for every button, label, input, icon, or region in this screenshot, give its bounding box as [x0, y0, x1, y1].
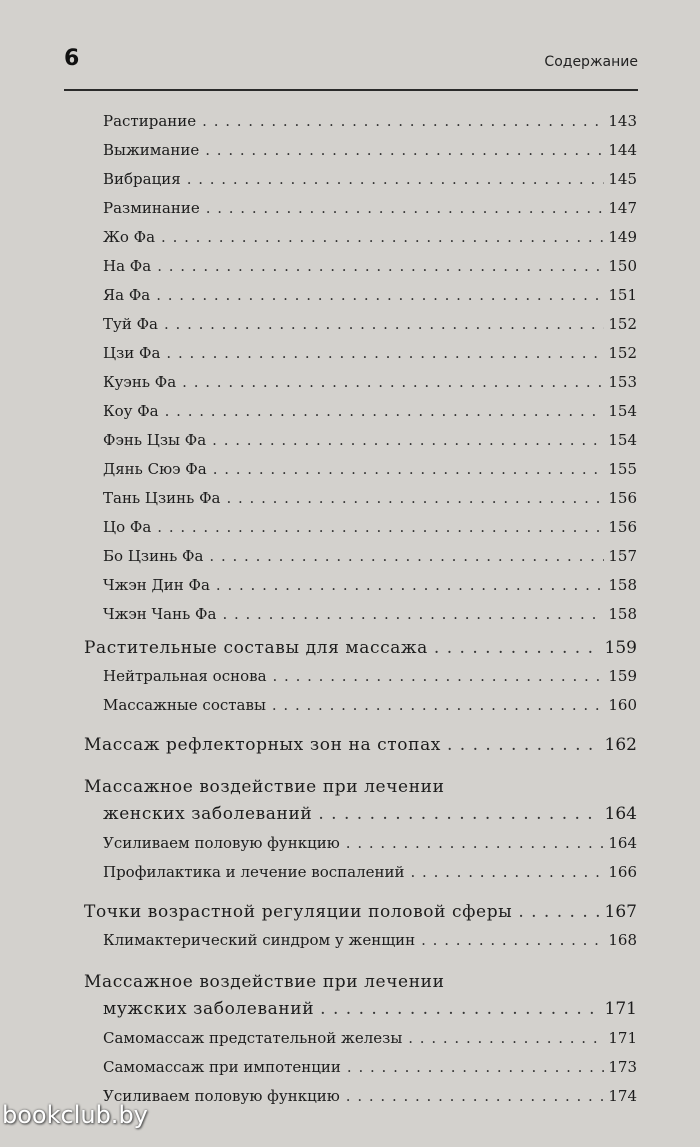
toc-entry-title: Дянь Сюэ Фа: [103, 460, 207, 478]
toc-entry-page: 154: [608, 402, 637, 420]
dot-leader: [216, 576, 604, 594]
toc-entry-title: Усиливаем половую функцию: [103, 834, 340, 852]
toc-section-page: 164: [604, 804, 637, 824]
toc-entry-page: 144: [608, 141, 637, 159]
toc-entry-title: Фэнь Цзы Фа: [103, 431, 207, 449]
toc-entry-page: 152: [608, 344, 637, 362]
dot-leader: [182, 373, 604, 391]
toc-entry: [103, 1058, 637, 1076]
toc-entry-title: Бо Цзинь Фа: [103, 547, 204, 565]
toc-entry-page: 155: [608, 460, 637, 478]
dot-leader: [411, 863, 605, 881]
toc-entry-title: Климактерический синдром у женщин: [103, 931, 416, 949]
toc-section-title: женских заболеваний: [103, 804, 313, 824]
dot-leader: [434, 638, 601, 658]
toc-section-title: Массаж рефлекторных зон на стопах: [84, 735, 441, 755]
toc-entry-title: Цзи Фа: [103, 344, 161, 362]
toc-entry: [103, 576, 637, 594]
dot-leader: [213, 460, 605, 478]
dot-leader: [318, 804, 600, 824]
page-number: 6: [64, 46, 80, 71]
toc-entry-title: На Фа: [103, 257, 152, 275]
dot-leader: [206, 199, 605, 217]
toc-entry-page: 158: [608, 605, 637, 623]
toc-entry-title: Растирание: [103, 112, 197, 130]
dot-leader: [272, 696, 604, 714]
running-head: Содержание: [544, 54, 638, 70]
toc-entry: [103, 863, 637, 881]
dot-leader: [165, 402, 605, 420]
toc-entry-title: Самомассаж предстательной железы: [103, 1029, 403, 1047]
dot-leader: [518, 902, 600, 922]
toc-entry-title: Усиливаем половую функцию: [103, 1087, 340, 1105]
toc-entry: [103, 199, 637, 217]
toc-section-title-line: Массажное воздействие при лечении: [84, 972, 445, 992]
toc-entry: [103, 696, 637, 714]
toc-entry-title: Яа Фа: [103, 286, 151, 304]
dot-leader: [157, 257, 604, 275]
dot-leader: [164, 315, 604, 333]
toc-entry: [103, 431, 637, 449]
toc-entry: [103, 286, 637, 304]
toc-entry: [103, 373, 637, 391]
toc-entry-title: Чжэн Дин Фа: [103, 576, 210, 594]
toc-entry-title: Туй Фа: [103, 315, 158, 333]
toc-entry-page: 147: [608, 199, 637, 217]
toc-entry-title: Жо Фа: [103, 228, 156, 246]
toc-entry-page: 145: [608, 170, 637, 188]
dot-leader: [161, 228, 604, 246]
dot-leader: [447, 735, 601, 755]
dot-leader: [157, 518, 604, 536]
dot-leader: [205, 141, 604, 159]
toc-entry: [103, 344, 637, 362]
toc-entry: [103, 1087, 637, 1105]
dot-leader: [202, 112, 604, 130]
toc-entry-page: 153: [608, 373, 637, 391]
toc-section: [103, 804, 637, 824]
toc-entry-page: 160: [608, 696, 637, 714]
toc-entry: [103, 228, 637, 246]
dot-leader: [222, 605, 604, 623]
toc-section-page: 162: [604, 735, 637, 755]
toc-entry-title: Профилактика и лечение воспалений: [103, 863, 405, 881]
toc-entry: [103, 257, 637, 275]
toc-entry-title: Чжэн Чань Фа: [103, 605, 217, 623]
toc-entry-title: Тань Цзинь Фа: [103, 489, 221, 507]
dot-leader: [156, 286, 604, 304]
dot-leader: [346, 1087, 605, 1105]
toc-entry-page: 171: [608, 1029, 637, 1047]
toc-entry: [103, 667, 637, 685]
toc-entry: [103, 834, 637, 852]
toc-section: [84, 735, 637, 755]
toc-entry-title: Самомассаж при импотенции: [103, 1058, 341, 1076]
toc-section-title: мужских заболеваний: [103, 999, 315, 1019]
toc-entry-page: 156: [608, 489, 637, 507]
toc-entry-page: 151: [608, 286, 637, 304]
dot-leader: [346, 834, 605, 852]
dot-leader: [187, 170, 605, 188]
toc-section: [84, 902, 637, 922]
toc-entry: [103, 931, 637, 949]
dot-leader: [209, 547, 604, 565]
toc-entry: [103, 518, 637, 536]
toc-section-title-line: Массажное воздействие при лечении: [84, 777, 445, 797]
toc-entry-page: 173: [608, 1058, 637, 1076]
toc-entry: [103, 315, 637, 333]
toc-entry-title: Коу Фа: [103, 402, 159, 420]
toc-entry: [103, 460, 637, 478]
toc-section-page: 171: [604, 999, 637, 1019]
dot-leader: [212, 431, 604, 449]
toc-entry-title: Выжимание: [103, 141, 200, 159]
dot-leader: [273, 667, 605, 685]
toc-entry-page: 158: [608, 576, 637, 594]
toc-entry: [103, 141, 637, 159]
toc-entry-title: Вибрация: [103, 170, 181, 188]
toc-entry-page: 164: [608, 834, 637, 852]
toc-entry-title: Массажные составы: [103, 696, 266, 714]
toc-entry-title: Нейтральная основа: [103, 667, 267, 685]
toc-entry-page: 159: [608, 667, 637, 685]
toc-entry: [103, 112, 637, 130]
toc-entry-title: Разминание: [103, 199, 200, 217]
toc-entry-page: 157: [608, 547, 637, 565]
dot-leader: [408, 1029, 604, 1047]
toc-entry-page: 150: [608, 257, 637, 275]
toc-entry-page: 156: [608, 518, 637, 536]
watermark: bookclub.by: [2, 1101, 148, 1129]
toc-entry-page: 166: [608, 863, 637, 881]
dot-leader: [320, 999, 600, 1019]
toc-section: [84, 638, 637, 658]
toc-section-page: 159: [604, 638, 637, 658]
dot-leader: [166, 344, 604, 362]
toc-entry: [103, 170, 637, 188]
toc-entry-page: 154: [608, 431, 637, 449]
toc-entry: [103, 1029, 637, 1047]
toc-entry-page: 168: [608, 931, 637, 949]
dot-leader: [347, 1058, 604, 1076]
dot-leader: [421, 931, 604, 949]
dot-leader: [226, 489, 604, 507]
toc-entry-title: Куэнь Фа: [103, 373, 177, 391]
toc-entry-page: 143: [608, 112, 637, 130]
toc-entry-page: 152: [608, 315, 637, 333]
toc-section-page: 167: [604, 902, 637, 922]
toc-section-title: Растительные составы для массажа: [84, 638, 428, 658]
toc-entry-page: 174: [608, 1087, 637, 1105]
toc-entry-page: 149: [608, 228, 637, 246]
toc-entry: [103, 489, 637, 507]
toc-section: [103, 999, 637, 1019]
toc-section-title: Точки возрастной регуляции половой сферы: [84, 902, 513, 922]
toc-entry: [103, 605, 637, 623]
toc-entry-title: Цо Фа: [103, 518, 152, 536]
toc-entry: [103, 547, 637, 565]
toc-entry: [103, 402, 637, 420]
